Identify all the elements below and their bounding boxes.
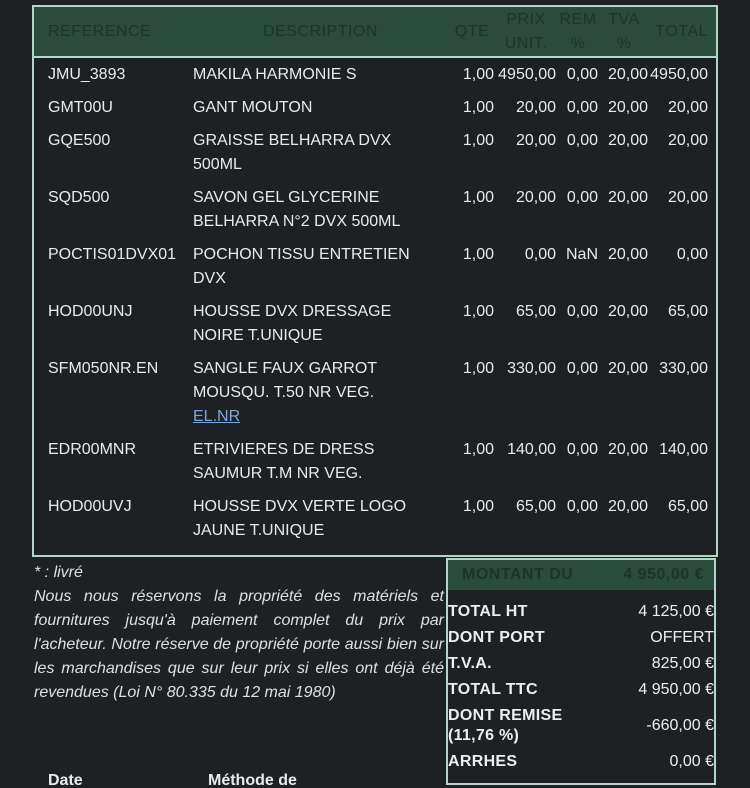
totals-value: 4 950,00 €	[638, 681, 714, 698]
totals-row	[448, 677, 714, 703]
cell-discount: 0,00	[566, 99, 598, 116]
cell-reference: JMU_3893	[48, 66, 126, 83]
totals-box	[446, 558, 716, 785]
cell-total: 20,00	[667, 189, 708, 206]
totals-label: DONT REMISE (11,76 %)	[448, 707, 563, 744]
cell-qty: 1,00	[462, 441, 494, 458]
totals-value: 0,00 €	[669, 753, 714, 770]
table-row	[34, 238, 716, 295]
cell-unit-price: 65,00	[515, 498, 556, 515]
cell-unit-price: 20,00	[515, 189, 556, 206]
table-row	[34, 124, 716, 181]
cell-total: 65,00	[667, 303, 708, 320]
cell-discount: 0,00	[566, 441, 598, 458]
description-text: GANT MOUTON	[193, 99, 313, 116]
table-row	[34, 181, 716, 238]
cell-description	[192, 238, 449, 295]
cell-qty: 1,00	[462, 189, 494, 206]
cell-vat: 20,00	[607, 189, 648, 206]
date-column-header: Date	[48, 772, 83, 788]
totals-row	[448, 651, 714, 677]
cell-vat: 20,00	[607, 441, 648, 458]
cell-discount: 0,00	[566, 303, 598, 320]
cell-total: 140,00	[659, 441, 708, 458]
amount-due-value: 4 950,00 €	[623, 566, 704, 583]
cell-discount: 0,00	[566, 498, 598, 515]
description-link[interactable]: EL.NR	[193, 408, 241, 425]
cell-vat: 20,00	[607, 498, 648, 515]
table-row	[34, 490, 716, 547]
cell-qty: 1,00	[462, 246, 494, 263]
cell-vat: 20,00	[607, 303, 648, 320]
cell-total: 65,00	[667, 498, 708, 515]
totals-row	[448, 625, 714, 651]
description-text: SAVON GEL GLYCERINE BELHARRA N°2 DVX 500ML	[193, 189, 401, 230]
description-text: HOUSSE DVX VERTE LOGO JAUNE T.UNIQUE	[193, 498, 407, 539]
cell-qty: 1,00	[462, 303, 494, 320]
cell-description	[192, 57, 449, 91]
cell-reference: POCTIS01DVX01	[48, 246, 177, 263]
cell-discount: 0,00	[566, 189, 598, 206]
totals-value: 4 125,00 €	[638, 603, 714, 620]
totals-table	[448, 599, 714, 775]
cell-reference: GQE500	[48, 132, 111, 149]
totals-row	[448, 749, 714, 775]
totals-label: TOTAL TTC	[448, 681, 538, 698]
cell-description	[192, 433, 449, 490]
cell-description	[192, 295, 449, 352]
totals-label: DONT PORT	[448, 629, 545, 646]
cell-reference: HOD00UVJ	[48, 498, 132, 515]
col-header-unit-price: PRIX UNIT.	[495, 7, 557, 57]
cell-qty: 1,00	[462, 99, 494, 116]
cell-vat: 20,00	[607, 132, 648, 149]
cell-discount: 0,00	[566, 66, 598, 83]
table-row	[34, 91, 716, 124]
cell-vat: 20,00	[607, 66, 648, 83]
cell-description	[192, 490, 449, 547]
totals-value: 825,00 €	[651, 655, 714, 672]
cell-unit-price: 140,00	[507, 441, 556, 458]
cell-unit-price: 4950,00	[498, 66, 556, 83]
cell-total: 20,00	[667, 132, 708, 149]
cell-unit-price: 65,00	[515, 303, 556, 320]
cell-qty: 1,00	[462, 132, 494, 149]
totals-label: T.V.A.	[448, 655, 492, 672]
payment-method-column-header: Méthode de	[208, 772, 297, 788]
totals-value: -660,00 €	[646, 717, 714, 734]
cell-qty: 1,00	[462, 66, 494, 83]
table-row	[34, 295, 716, 352]
col-header-reference: REFERENCE	[34, 7, 192, 57]
table-header-row	[34, 7, 716, 57]
col-header-qty: QTE	[449, 7, 495, 57]
line-items-table	[34, 7, 716, 547]
cell-reference: EDR00MNR	[48, 441, 137, 458]
col-header-description: DESCRIPTION	[192, 7, 449, 57]
cell-description	[192, 124, 449, 181]
description-text: POCHON TISSU ENTRETIEN DVX	[193, 246, 410, 287]
totals-body	[448, 599, 714, 775]
table-row	[34, 57, 716, 91]
retention-of-title-clause: Nous nous réservons la propriété des matériels et fournitures jusqu'à paiement complet du prix par l'acheteur. Notre réserve de propriété porte aussi bien sur les marchandises que sur leur prix si elles ont déjà été revendues (Loi N° 80.335 du 12 mai 1980)	[34, 588, 444, 701]
description-text: SANGLE FAUX GARROT MOUSQU. T.50 NR VEG.	[193, 360, 377, 401]
cell-reference: SFM050NR.EN	[48, 360, 159, 377]
cell-unit-price: 0,00	[524, 246, 556, 263]
cell-total: 20,00	[667, 99, 708, 116]
table-row	[34, 352, 716, 433]
cell-unit-price: 20,00	[515, 99, 556, 116]
cell-total: 330,00	[659, 360, 708, 377]
cell-vat: 20,00	[607, 246, 648, 263]
totals-label: TOTAL HT	[448, 603, 528, 620]
cell-discount: 0,00	[566, 132, 598, 149]
cell-total: 4950,00	[650, 66, 708, 83]
col-header-discount: REM %	[557, 7, 599, 57]
cell-vat: 20,00	[607, 99, 648, 116]
totals-row	[448, 599, 714, 625]
cell-discount: NaN	[565, 246, 598, 263]
cell-total: 0,00	[676, 246, 708, 263]
legal-note	[34, 561, 444, 705]
cell-discount: 0,00	[566, 360, 598, 377]
cell-description	[192, 91, 449, 124]
cell-qty: 1,00	[462, 498, 494, 515]
description-text: GRAISSE BELHARRA DVX 500ML	[193, 132, 392, 173]
totals-label: ARRHES	[448, 753, 518, 770]
cell-reference: HOD00UNJ	[48, 303, 133, 320]
cell-vat: 20,00	[607, 360, 648, 377]
description-text: HOUSSE DVX DRESSAGE NOIRE T.UNIQUE	[193, 303, 392, 344]
delivered-note: * : livré	[34, 564, 83, 581]
description-text: ETRIVIERES DE DRESS SAUMUR T.M NR VEG.	[193, 441, 375, 482]
totals-value: OFFERT	[650, 629, 714, 646]
cell-description	[192, 181, 449, 238]
cell-reference: SQD500	[48, 189, 110, 206]
amount-due-label: MONTANT DU	[462, 566, 574, 583]
cell-description	[192, 352, 449, 433]
description-text: MAKILA HARMONIE S	[193, 66, 357, 83]
cell-qty: 1,00	[462, 360, 494, 377]
col-header-vat: TVA %	[599, 7, 649, 57]
cell-unit-price: 330,00	[507, 360, 556, 377]
table-row	[34, 433, 716, 490]
cell-reference: GMT00U	[48, 99, 113, 116]
amount-due-header	[448, 560, 714, 590]
cell-unit-price: 20,00	[515, 132, 556, 149]
line-items-table-container	[32, 5, 718, 557]
totals-row	[448, 703, 714, 749]
col-header-total: TOTAL	[649, 7, 716, 57]
table-body	[34, 57, 716, 547]
